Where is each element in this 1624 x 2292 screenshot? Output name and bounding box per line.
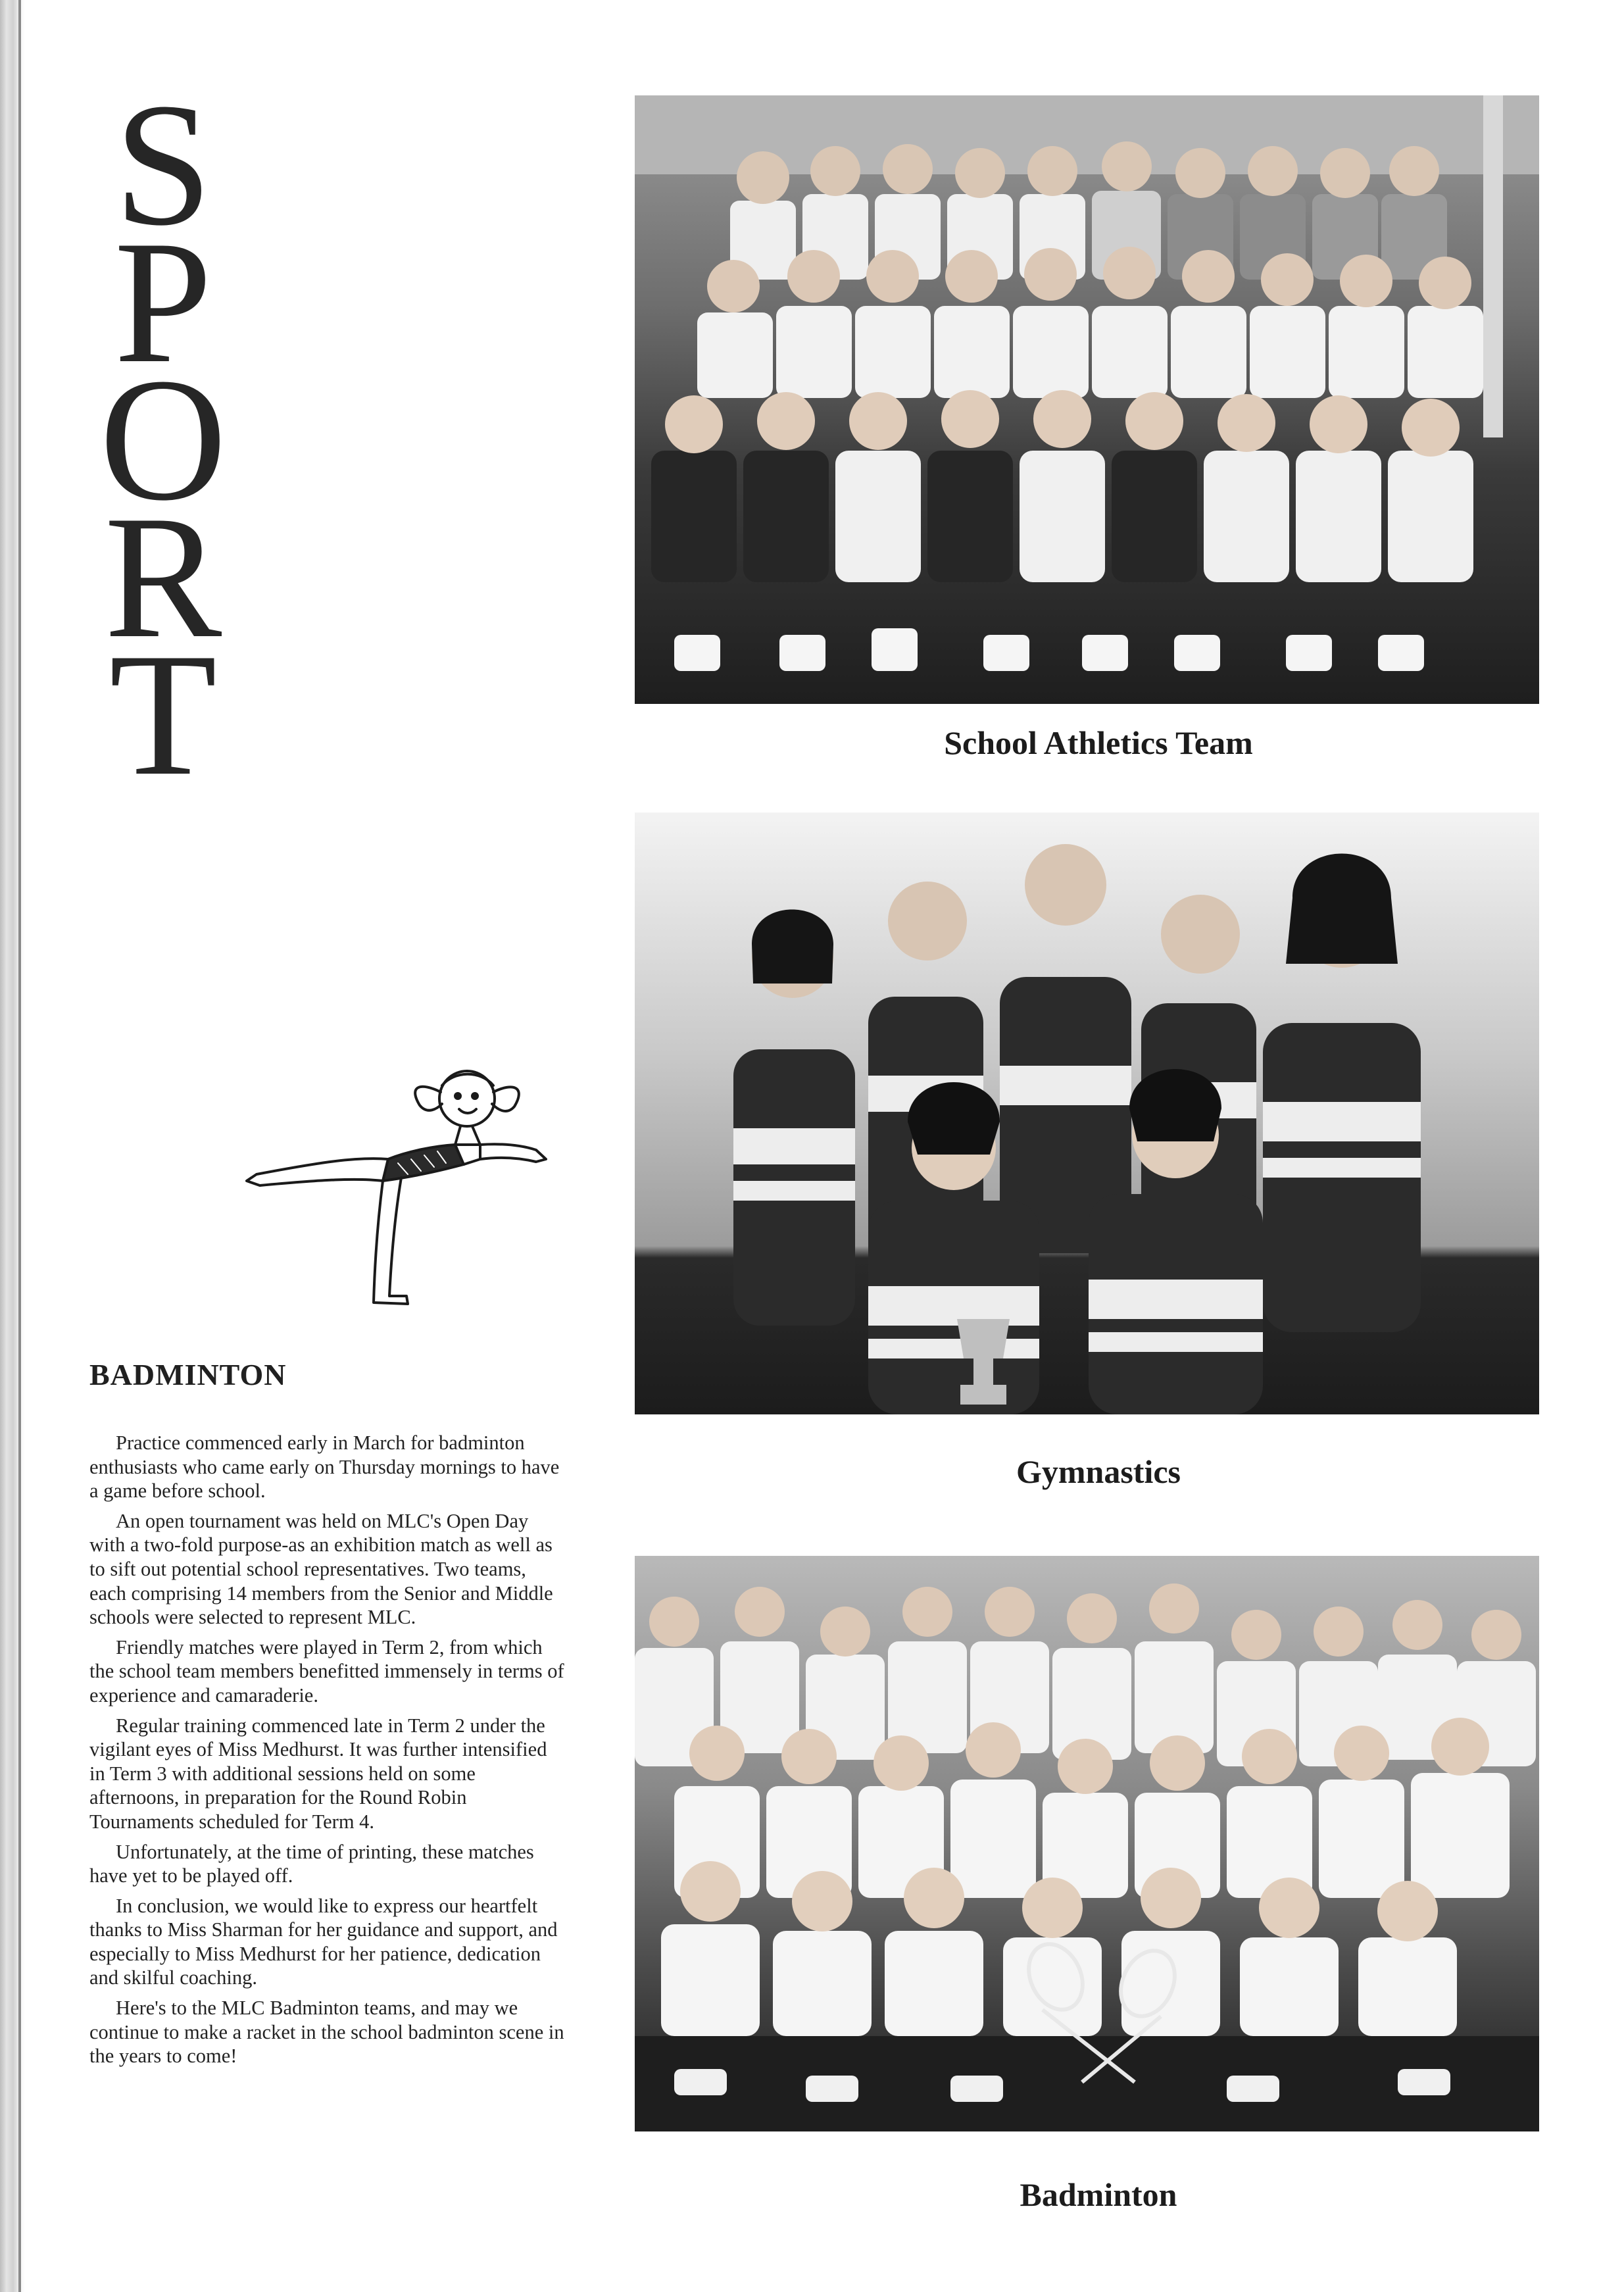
article-paragraph: Unfortunately, at the time of printing, these matches have yet to be played off.: [89, 1840, 534, 1887]
article-paragraph: Practice commenced early in March for badminton enthusiasts who came early on Thursday mornings to have a game before school.: [89, 1432, 560, 1503]
sport-letter-r: R: [104, 479, 222, 674]
sport-letter-t: T: [109, 616, 217, 812]
athletics-team-caption: School Athletics Team: [944, 724, 1253, 761]
sport-letter-s: S: [114, 66, 212, 262]
gymnastics-photo: [635, 812, 1539, 1414]
article-paragraph: Regular training commenced late in Term 2 under the vigilant eyes of Miss Medhurst. It was further intensified in Term 3 with additional sessions held on some afternoons, in preparation for the Round Robin Tournaments scheduled for Term 4.: [89, 1714, 547, 1833]
page-binding-edge: [0, 0, 25, 2292]
sport-letter-p: P: [114, 204, 212, 399]
page-binding-line: [18, 0, 21, 2292]
article-paragraph: Here's to the MLC Badminton teams, and may we continue to make a racket in the school badminton scene in the years to come!: [89, 1997, 564, 2068]
athletics-team-photo: [635, 95, 1539, 704]
article-paragraph: Friendly matches were played in Term 2, from which the school team members benefitted immensely in terms of experience and camaraderie.: [89, 1635, 564, 1707]
gymnastics-caption: Gymnastics: [1016, 1453, 1181, 1490]
gymnast-drawing-icon: [210, 1046, 553, 1322]
article-heading: BADMINTON: [89, 1358, 287, 1391]
sport-letter-o: O: [99, 341, 227, 537]
article-body: [89, 1431, 566, 2074]
sport-title: [78, 66, 249, 812]
badminton-caption: Badminton: [1020, 2176, 1177, 2213]
badminton-photo: [635, 1556, 1539, 2131]
article-paragraph: In conclusion, we would like to express our heartfelt thanks to Miss Sharman for her guidance and support, and especially to Miss Medhurst for her patience, dedication and skilful coaching.: [89, 1894, 558, 1989]
article-paragraph: An open tournament was held on MLC's Open Day with a two-fold purpose-as an exhibition match as well as to sift out potential school representatives. Two teams, each comprising 14 members from the Senior and Middle schools were selected to represent MLC.: [89, 1509, 553, 1629]
